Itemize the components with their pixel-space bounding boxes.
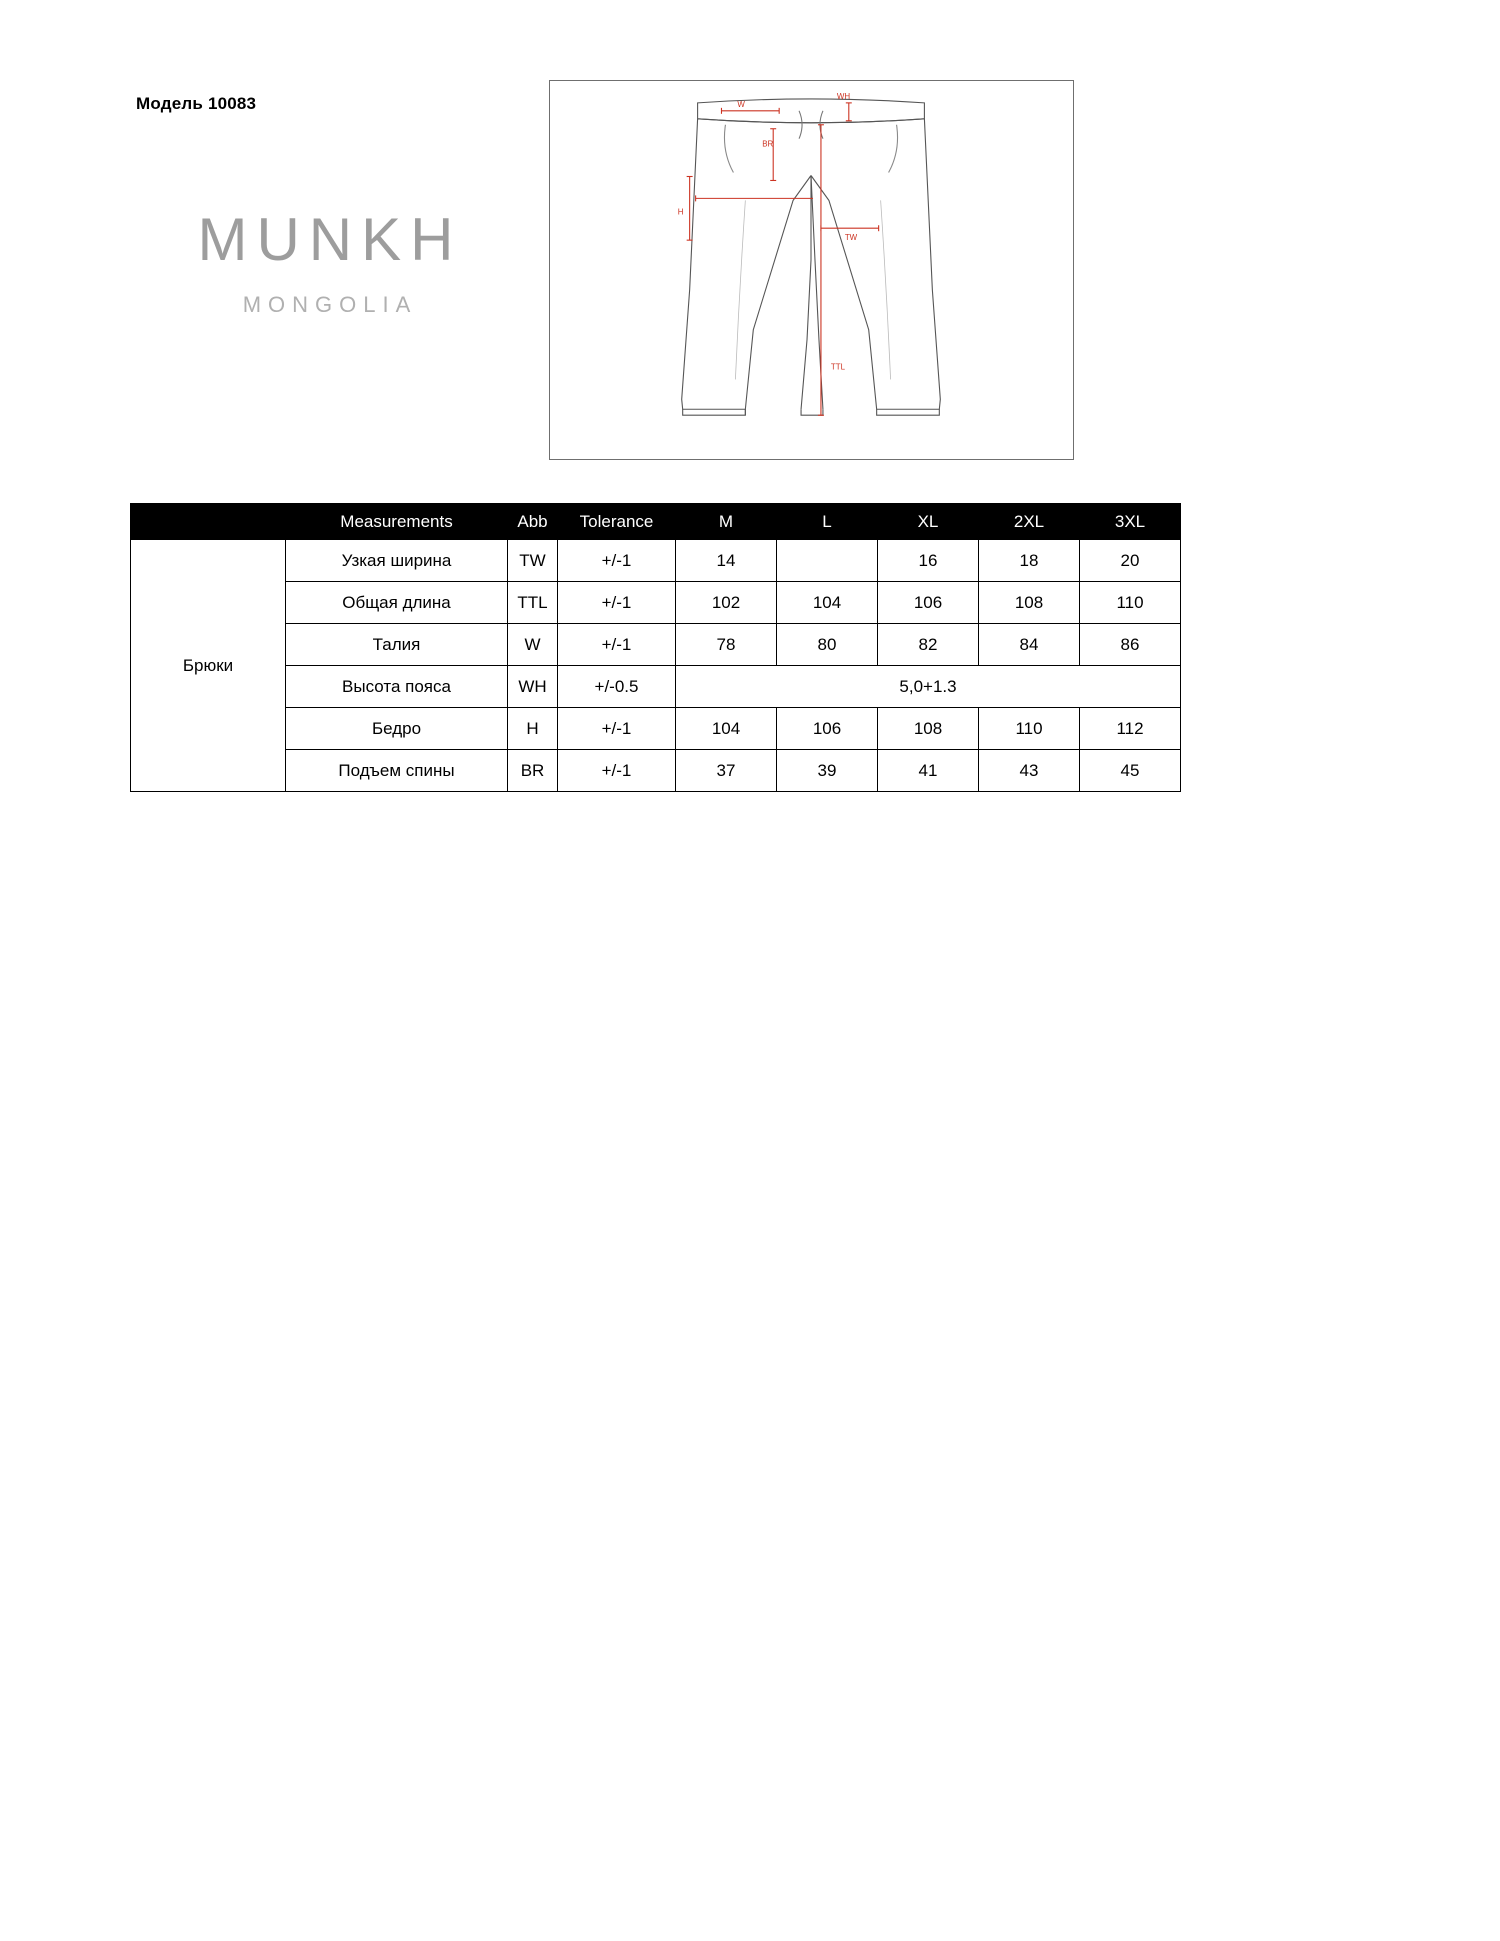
header-tolerance: Tolerance <box>558 504 676 540</box>
annotation-w: W <box>737 99 745 109</box>
row-name: Талия <box>286 624 508 666</box>
table-row <box>131 624 1181 666</box>
header-abb: Abb <box>508 504 558 540</box>
table-row <box>131 666 1181 708</box>
cell-m: 37 <box>676 750 777 792</box>
annotation-wh: WH <box>836 91 851 101</box>
table-row <box>131 540 1181 582</box>
row-tolerance: +/-1 <box>558 624 676 666</box>
header-size-3xl: 3XL <box>1080 504 1181 540</box>
annotation-tw: TW <box>844 233 858 243</box>
cell-xl: 41 <box>878 750 979 792</box>
cell-xl: 106 <box>878 582 979 624</box>
model-label: Модель 10083 <box>136 94 257 113</box>
row-abb: H <box>508 708 558 750</box>
cell-l <box>777 540 878 582</box>
row-name: Подъем спины <box>286 750 508 792</box>
cell-3xl: 20 <box>1080 540 1181 582</box>
row-abb: TW <box>508 540 558 582</box>
brand-logo <box>180 206 480 318</box>
row-abb: WH <box>508 666 558 708</box>
cell-2xl: 108 <box>979 582 1080 624</box>
row-tolerance: +/-1 <box>558 750 676 792</box>
annotation-br: BR <box>762 139 774 149</box>
header-size-m: M <box>676 504 777 540</box>
cell-3xl: 86 <box>1080 624 1181 666</box>
cell-l: 104 <box>777 582 878 624</box>
cell-2xl: 110 <box>979 708 1080 750</box>
cell-xl: 108 <box>878 708 979 750</box>
cell-l: 80 <box>777 624 878 666</box>
row-tolerance: +/-1 <box>558 708 676 750</box>
header-size-l: L <box>777 504 878 540</box>
row-category: Брюки <box>131 540 286 792</box>
row-name: Высота пояса <box>286 666 508 708</box>
size-chart-table <box>130 503 1181 792</box>
annotation-ttl: TTL <box>830 362 846 372</box>
row-abb: TTL <box>508 582 558 624</box>
header-category <box>131 504 286 540</box>
row-tolerance: +/-1 <box>558 582 676 624</box>
cell-l: 39 <box>777 750 878 792</box>
cell-m: 104 <box>676 708 777 750</box>
cell-m: 78 <box>676 624 777 666</box>
cell-l: 106 <box>777 708 878 750</box>
cell-xl: 82 <box>878 624 979 666</box>
cell-3xl: 112 <box>1080 708 1181 750</box>
row-tolerance: +/-1 <box>558 540 676 582</box>
row-name: Узкая ширина <box>286 540 508 582</box>
cell-m: 102 <box>676 582 777 624</box>
header-size-xl: XL <box>878 504 979 540</box>
cell-3xl: 45 <box>1080 750 1181 792</box>
row-tolerance: +/-0.5 <box>558 666 676 708</box>
row-abb: BR <box>508 750 558 792</box>
row-abb: W <box>508 624 558 666</box>
table-row <box>131 708 1181 750</box>
cell-2xl: 18 <box>979 540 1080 582</box>
row-name: Общая длина <box>286 582 508 624</box>
cell-2xl: 84 <box>979 624 1080 666</box>
cell-3xl: 110 <box>1080 582 1181 624</box>
cell-xl: 16 <box>878 540 979 582</box>
row-name: Бедро <box>286 708 508 750</box>
technical-drawing <box>549 80 1074 460</box>
cell-span-all-sizes: 5,0+1.3 <box>676 666 1181 708</box>
annotation-h: H <box>677 207 684 217</box>
cell-m: 14 <box>676 540 777 582</box>
table-row <box>131 582 1181 624</box>
brand-name: MUNKH <box>197 206 463 273</box>
cell-2xl: 43 <box>979 750 1080 792</box>
brand-subtitle: MONGOLIA <box>242 292 418 317</box>
header-size-2xl: 2XL <box>979 504 1080 540</box>
table-row <box>131 750 1181 792</box>
table-header-row <box>131 504 1181 540</box>
header-measurements: Measurements <box>286 504 508 540</box>
